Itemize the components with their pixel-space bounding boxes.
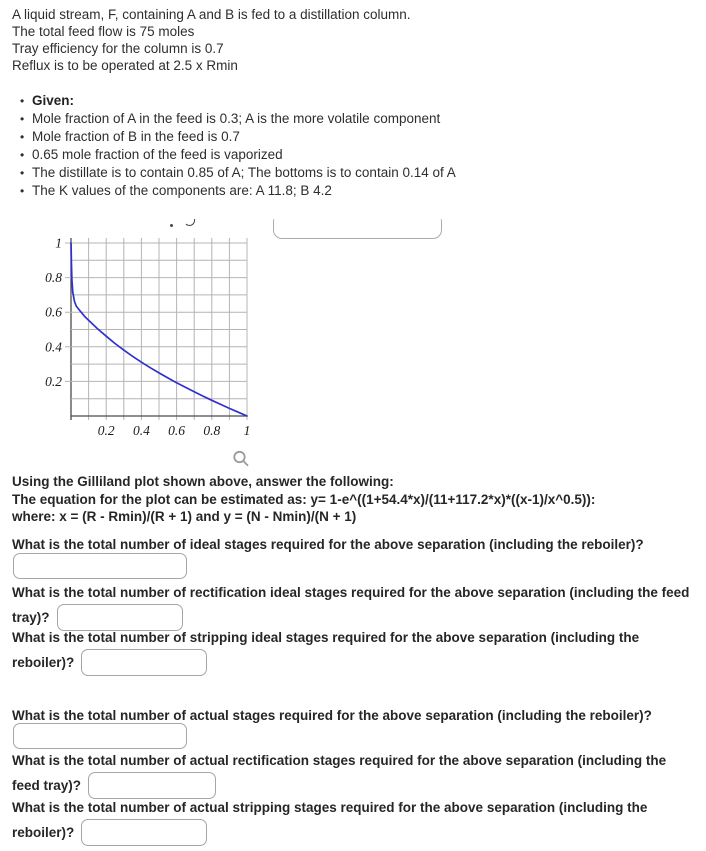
instructions-block: [12, 473, 595, 526]
bullet-icon: •: [20, 94, 25, 108]
question-3-answer-input[interactable]: [81, 649, 207, 676]
given-item: Mole fraction of A in the feed is 0.3; A is the more volatile component: [32, 111, 441, 126]
clipped-text-fragment: [184, 219, 195, 226]
question-3-line-1: What is the total number of stripping ideal stages required for the above separation (including the: [12, 630, 640, 645]
question-3: [12, 629, 639, 676]
svg-text:0.8: 0.8: [203, 423, 221, 438]
bullet-icon: •: [20, 148, 25, 162]
list-item: [20, 164, 456, 182]
intro-line-4: Reflux is to be operated at 2.5 x Rmin: [12, 58, 238, 73]
question-6-answer-row: [12, 818, 647, 846]
given-item: Mole fraction of B in the feed is 0.7: [32, 129, 240, 144]
question-5-line-1: What is the total number of actual rectification stages required for the above separation (including the: [12, 753, 667, 768]
definitions-line: where: x = (R - Rmin)/(R + 1) and y = (N - Nmin)/(N + 1): [12, 509, 357, 525]
given-item: The K values of the components are: A 11.8; B 4.2: [32, 183, 332, 198]
given-item: 0.65 mole fraction of the feed is vaporized: [32, 147, 283, 162]
svg-text:0.4: 0.4: [132, 423, 150, 438]
magnifier-icon[interactable]: [230, 448, 252, 470]
question-1-text: What is the total number of ideal stages required for the above separation (including the reboiler)?: [12, 537, 644, 552]
given-title-row: [20, 92, 456, 110]
bullet-icon: •: [20, 130, 25, 144]
question-3-line-2: reboiler)?: [12, 654, 75, 670]
bullet-icon: •: [20, 184, 25, 198]
svg-text:0.6: 0.6: [168, 423, 186, 438]
list-item: [20, 128, 456, 146]
list-item: [20, 110, 456, 128]
question-5-line-2: feed tray)?: [12, 777, 82, 793]
intro-line-1: A liquid stream, F, containing A and B is fed to a distillation column.: [12, 7, 411, 22]
question-3-answer-row: [12, 648, 639, 676]
question-2-line-1: What is the total number of rectification ideal stages required for the above separation (including the feed: [12, 585, 690, 600]
svg-text:0.4: 0.4: [45, 339, 62, 355]
instructions-line-1: Using the Gilliland plot shown above, answer the following:: [12, 474, 394, 489]
given-item: The distillate is to contain 0.85 of A; The bottoms is to contain 0.14 of A: [32, 165, 456, 180]
list-item: [20, 182, 456, 200]
question-5-answer-row: [12, 771, 666, 799]
question-6: [12, 799, 647, 846]
question-2: [12, 584, 689, 631]
bullet-icon: •: [20, 112, 25, 126]
list-item: [20, 146, 456, 164]
question-2-answer-row: [12, 603, 689, 631]
svg-text:0.2: 0.2: [97, 423, 115, 438]
question-5-answer-input[interactable]: [88, 772, 216, 799]
question-4-answer-input[interactable]: [13, 723, 187, 749]
question-4-text: What is the total number of actual stages required for the above separation (including the reboiler)?: [12, 708, 652, 723]
svg-text:1: 1: [243, 423, 251, 438]
question-6-line-2: reboiler)?: [12, 824, 75, 840]
question-5: [12, 752, 666, 799]
question-6-line-1: What is the total number of actual stripping stages required for the above separation (including the: [12, 800, 648, 815]
svg-text:0.6: 0.6: [45, 304, 62, 320]
intro-paragraph: [12, 6, 410, 74]
clipped-text-fragment: [170, 224, 173, 227]
equation-line: The equation for the plot can be estimated as: y= 1-e^((1+54.4*x)/(11+117.2*x)*((x-1)/x^0.5)):: [12, 491, 596, 507]
intro-line-3: Tray efficiency for the column is 0.7: [12, 41, 224, 56]
intro-line-2: The total feed flow is 75 moles: [12, 24, 195, 39]
svg-text:0.8: 0.8: [45, 270, 62, 286]
question-2-line-2: tray)?: [12, 609, 50, 625]
given-title: Given:: [32, 93, 75, 108]
svg-text:0.2: 0.2: [45, 373, 62, 389]
question-2-answer-input[interactable]: [57, 604, 183, 631]
question-6-answer-input[interactable]: [81, 819, 207, 846]
bullet-icon: •: [20, 166, 25, 180]
gilliland-plot: [40, 228, 300, 440]
svg-text:1: 1: [55, 235, 62, 251]
given-list: [20, 92, 456, 200]
question-1-answer-input[interactable]: [13, 553, 187, 579]
